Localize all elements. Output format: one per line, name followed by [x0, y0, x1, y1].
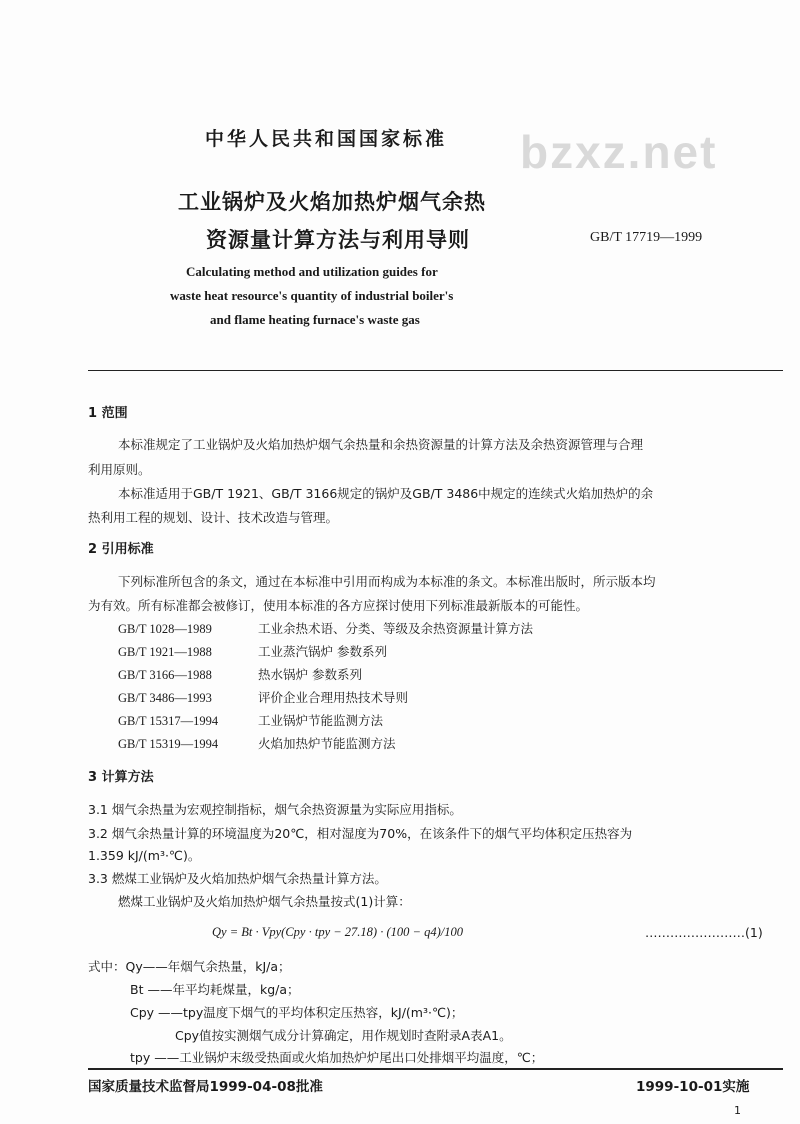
title-line-2: 资源量计算方法与利用导则: [206, 228, 470, 252]
title-line-1: 工业锅炉及火焰加热炉烟气余热: [178, 190, 486, 214]
clause-3-2: 3.2 烟气余热量计算的环境温度为20℃，相对湿度为70%，在该条件下的烟气平均体积定压热容为: [88, 826, 633, 841]
approval-date: 国家质量技术监督局1999-04-08批准: [88, 1079, 323, 1095]
clause-3-3-text: 燃煤工业锅炉及火焰加热炉烟气余热量按式(1)计算：: [118, 894, 411, 909]
definition: Cpy值按实测烟气成分计算确定，用作规划时查附录A表A1。: [175, 1028, 512, 1043]
section-1-heading: 1 范围: [88, 406, 128, 421]
english-title-2: waste heat resource's quantity of industrial boiler's: [170, 288, 454, 303]
paragraph: 利用原则。: [88, 462, 151, 477]
paragraph: 热利用工程的规划、设计、技术改造与管理。: [88, 510, 339, 525]
header-rule: [88, 370, 783, 371]
reference-item: GB/T 3486—1993 评价企业合理用热技术导则: [118, 690, 409, 705]
footer-rule: [88, 1068, 783, 1070]
clause-3-3: 3.3 燃煤工业锅炉及火焰加热炉烟气余热量计算方法。: [88, 871, 387, 886]
english-title-1: Calculating method and utilization guides for: [186, 264, 438, 279]
reference-item: GB/T 1921—1988 工业蒸汽锅炉 参数系列: [118, 644, 387, 659]
page-number: 1: [734, 1104, 741, 1117]
effective-date: 1999-10-01实施: [636, 1079, 750, 1095]
equation-number: ……………………(1): [645, 925, 763, 940]
english-title-3: and flame heating furnace's waste gas: [210, 312, 420, 327]
clause-3-1: 3.1 烟气余热量为宏观控制指标，烟气余热资源量为实际应用指标。: [88, 802, 462, 817]
reference-item: GB/T 1028—1989 工业余热术语、分类、等级及余热资源量计算方法: [118, 621, 534, 636]
definition: Bt ——年平均耗煤量，kg/a；: [130, 982, 300, 997]
definition: Cpy ——tpy温度下烟气的平均体积定压热容，kJ/(m³·℃)；: [130, 1005, 464, 1020]
reference-item: GB/T 3166—1988 热水锅炉 参数系列: [118, 667, 362, 682]
paragraph: 本标准适用于GB/T 1921、GB/T 3166规定的锅炉及GB/T 3486中规定的连续式火焰加热炉的余: [118, 486, 654, 501]
reference-item: GB/T 15319—1994 火焰加热炉节能监测方法: [118, 736, 396, 751]
formula-1: Qy = Bt · Vpy(Cpy · tpy − 27.18) · (100 − q4)/100: [212, 925, 463, 939]
definition: tpy ——工业锅炉末级受热面或火焰加热炉炉尾出口处排烟平均温度，℃；: [130, 1050, 544, 1065]
reference-item: GB/T 15317—1994 工业锅炉节能监测方法: [118, 713, 384, 728]
clause-3-2-cont: 1.359 kJ/(m³·℃)。: [88, 848, 201, 863]
standard-code: GB/T 17719—1999: [590, 230, 703, 245]
standard-type: 中华人民共和国国家标准: [205, 128, 448, 150]
paragraph: 本标准规定了工业锅炉及火焰加热炉烟气余热量和余热资源量的计算方法及余热资源管理与合理: [118, 437, 644, 452]
paragraph: 下列标准所包含的条文，通过在本标准中引用而构成为本标准的条文。本标准出版时，所示版本均: [118, 574, 656, 589]
paragraph: 为有效。所有标准都会被修订，使用本标准的各方应探讨使用下列标准最新版本的可能性。: [88, 598, 589, 613]
section-3-heading: 3 计算方法: [88, 770, 154, 785]
where-clause: 式中：Qy——年烟气余热量，kJ/a；: [88, 959, 291, 974]
watermark: bzxz.net: [520, 126, 718, 178]
section-2-heading: 2 引用标准: [88, 542, 154, 557]
